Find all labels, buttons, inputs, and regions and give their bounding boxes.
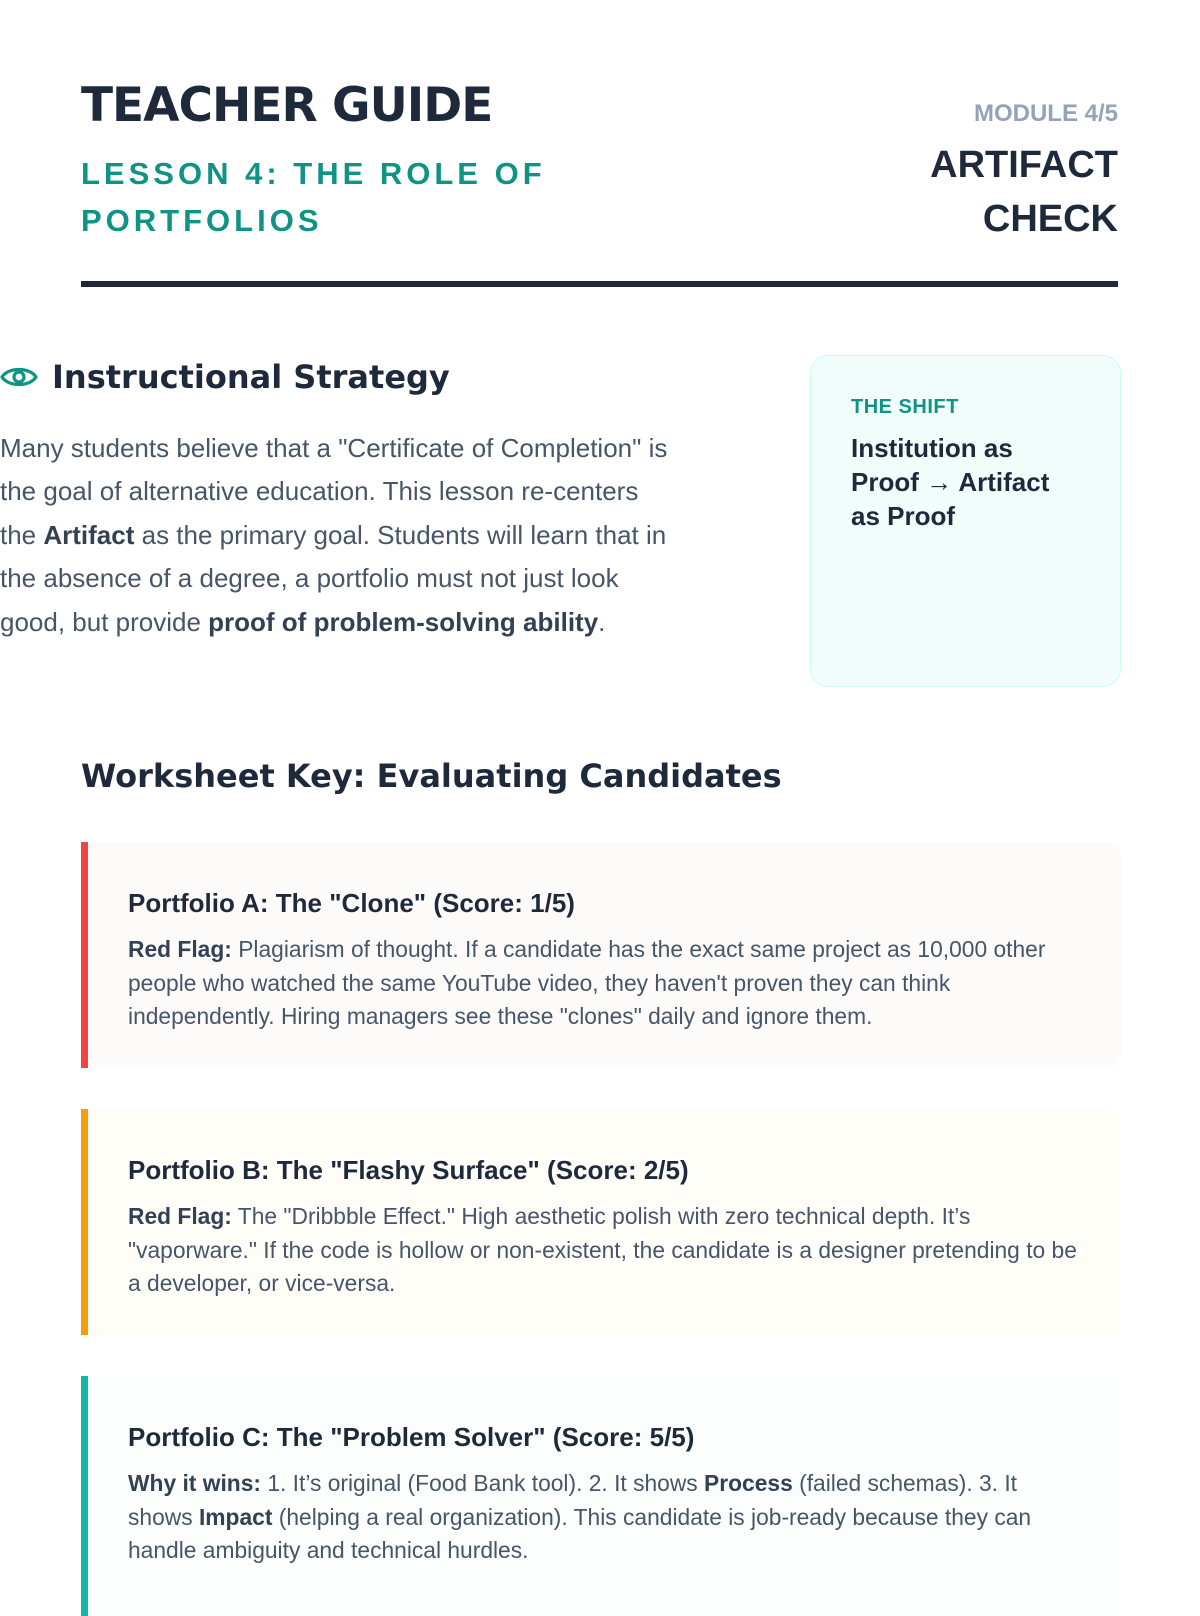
portfolio-b-body: The "Dribbble Effect." High aesthetic polish with zero technical depth. It’s "vaporware." If the code is hollow or non-existent, the candidate is a designer pretending to be a developer, or vice-versa. <box>128 1203 1077 1296</box>
shift-card <box>810 355 1121 687</box>
portfolio-card-c <box>81 1376 1121 1616</box>
module-name: ARTIFACT CHECK <box>930 144 1118 240</box>
portfolio-b-text <box>128 1200 1081 1301</box>
portfolio-c-bold-impact: Impact <box>198 1503 273 1530</box>
portfolio-card-a <box>81 842 1121 1068</box>
module-number: MODULE 4/5 <box>973 100 1118 127</box>
shift-label: THE SHIFT <box>851 396 959 418</box>
portfolio-b-lead: Red Flag: <box>128 1203 232 1229</box>
portfolio-a-body: Plagiarism of thought. If a candidate has the exact same project as 10,000 other people who watched the same YouTube video, they haven't proven they can think independently. Hiring managers see these "clones" daily and ignore them. <box>128 936 1046 1029</box>
portfolio-a-text <box>128 933 1081 1034</box>
portfolio-c-lead: Why it wins: <box>128 1470 261 1496</box>
page-title: TEACHER GUIDE <box>81 78 493 133</box>
portfolio-b-title: Portfolio B: The "Flashy Surface" (Score: 2/5) <box>128 1155 689 1185</box>
portfolio-c-text <box>128 1467 1081 1568</box>
lesson-subtitle: LESSON 4: THE ROLE OF PORTFOLIOS <box>81 156 546 238</box>
strategy-title: Instructional Strategy <box>52 358 450 396</box>
portfolio-c-body-2: (failed schemas). 3. It shows <box>128 1470 1018 1530</box>
portfolio-c-body-1: 1. It’s original (Food Bank tool). 2. It shows <box>260 1470 705 1496</box>
shift-text: Institution as Proof → Artifact as Proof <box>851 433 1050 531</box>
eye-icon <box>0 362 38 392</box>
page-header <box>81 0 1118 287</box>
portfolio-c-body-3: (helping a real organization). This candidate is job-ready because they can handle ambiguity and technical hurdles. <box>128 1503 1032 1563</box>
strategy-text-2: as the primary goal. Students will learn that in the absence of a degree, a portfolio must not just look good, but provide <box>0 519 667 637</box>
strategy-bold-proof: proof of problem-solving ability <box>208 606 599 637</box>
portfolio-card-b <box>81 1109 1121 1335</box>
strategy-text-3: . <box>598 606 606 637</box>
portfolio-a-lead: Red Flag: <box>128 936 232 962</box>
strategy-bold-artifact: Artifact <box>43 519 135 550</box>
strategy-paragraph <box>0 427 670 644</box>
portfolio-c-title: Portfolio C: The "Problem Solver" (Score: 5/5) <box>128 1422 695 1452</box>
worksheet-heading: Worksheet Key: Evaluating Candidates <box>81 757 782 795</box>
strategy-text-1: Many students believe that a "Certificate of Completion" is the goal of alternative education. This lesson re-centers the <box>0 433 668 550</box>
portfolio-c-bold-process: Process <box>704 1470 793 1496</box>
portfolio-a-title: Portfolio A: The "Clone" (Score: 1/5) <box>128 888 575 918</box>
strategy-heading <box>0 358 450 396</box>
